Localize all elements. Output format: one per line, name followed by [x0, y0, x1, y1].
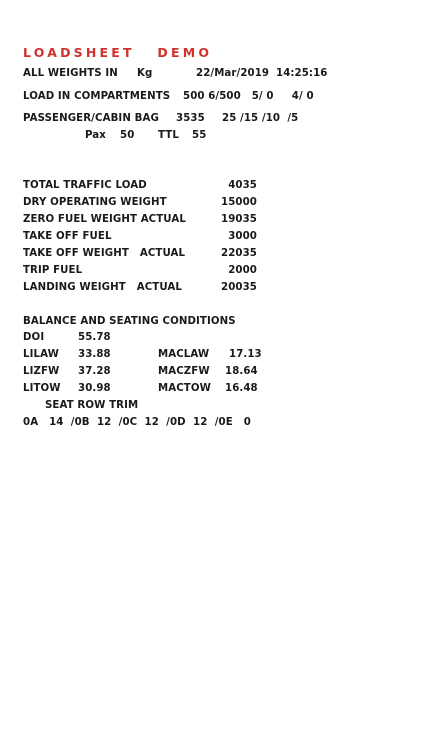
doi-label: DOI	[23, 332, 45, 343]
maclaw-label: MACLAW	[158, 349, 210, 360]
maclaw-value: 17.13	[229, 349, 262, 360]
pax-value: 50	[120, 130, 135, 141]
lilaw-label: LILAW	[23, 349, 59, 360]
litow-value: 30.98	[78, 383, 111, 394]
loadsheet-date: 22/Mar/2019	[196, 68, 270, 79]
seat-row-trim-values: 0A 14 /0B 12 /0C 12 /0D 12 /0E 0	[23, 417, 251, 428]
landing-weight-label: LANDING WEIGHT ACTUAL	[23, 282, 182, 293]
passenger-bag-label: PASSENGER/CABIN BAG	[23, 113, 159, 124]
passenger-bag-total: 3535	[176, 113, 205, 124]
mactow-value: 16.48	[225, 383, 258, 394]
loadsheet-title: LOADSHEET DEMO	[23, 45, 213, 60]
doi-value: 55.78	[78, 332, 111, 343]
trip-fuel-value: 2000	[228, 265, 257, 276]
pax-label: Pax	[85, 130, 106, 141]
take-off-fuel-label: TAKE OFF FUEL	[23, 231, 112, 242]
total-traffic-load-label: TOTAL TRAFFIC LOAD	[23, 180, 147, 191]
ttl-label: TTL	[158, 130, 179, 141]
passenger-bag-split: 25 /15 /10 /5	[222, 113, 299, 124]
landing-weight-value: 20035	[221, 282, 257, 293]
zero-fuel-weight-value: 19035	[221, 214, 257, 225]
mactow-label: MACTOW	[158, 383, 211, 394]
lilaw-value: 33.88	[78, 349, 111, 360]
zero-fuel-weight-label: ZERO FUEL WEIGHT ACTUAL	[23, 214, 186, 225]
ttl-value: 55	[192, 130, 207, 141]
take-off-weight-label: TAKE OFF WEIGHT ACTUAL	[23, 248, 186, 259]
compartments-label: LOAD IN COMPARTMENTS	[23, 91, 171, 102]
balance-heading: BALANCE AND SEATING CONDITIONS	[23, 316, 236, 327]
maczfw-label: MACZFW	[158, 366, 210, 377]
weights-unit-label: ALL WEIGHTS IN	[23, 68, 118, 79]
dry-operating-weight-label: DRY OPERATING WEIGHT	[23, 197, 167, 208]
total-traffic-load-value: 4035	[228, 180, 257, 191]
lizfw-value: 37.28	[78, 366, 111, 377]
seat-row-trim-label: SEAT ROW TRIM	[45, 400, 139, 411]
weights-unit-value: Kg	[137, 68, 153, 79]
trip-fuel-label: TRIP FUEL	[23, 265, 83, 276]
take-off-weight-value: 22035	[221, 248, 257, 259]
dry-operating-weight-value: 15000	[221, 197, 257, 208]
take-off-fuel-value: 3000	[228, 231, 257, 242]
litow-label: LITOW	[23, 383, 61, 394]
loadsheet-time: 14:25:16	[276, 68, 328, 79]
maczfw-value: 18.64	[225, 366, 258, 377]
lizfw-label: LIZFW	[23, 366, 60, 377]
compartments-values: 500 6/500 5/ 0 4/ 0	[183, 91, 314, 102]
